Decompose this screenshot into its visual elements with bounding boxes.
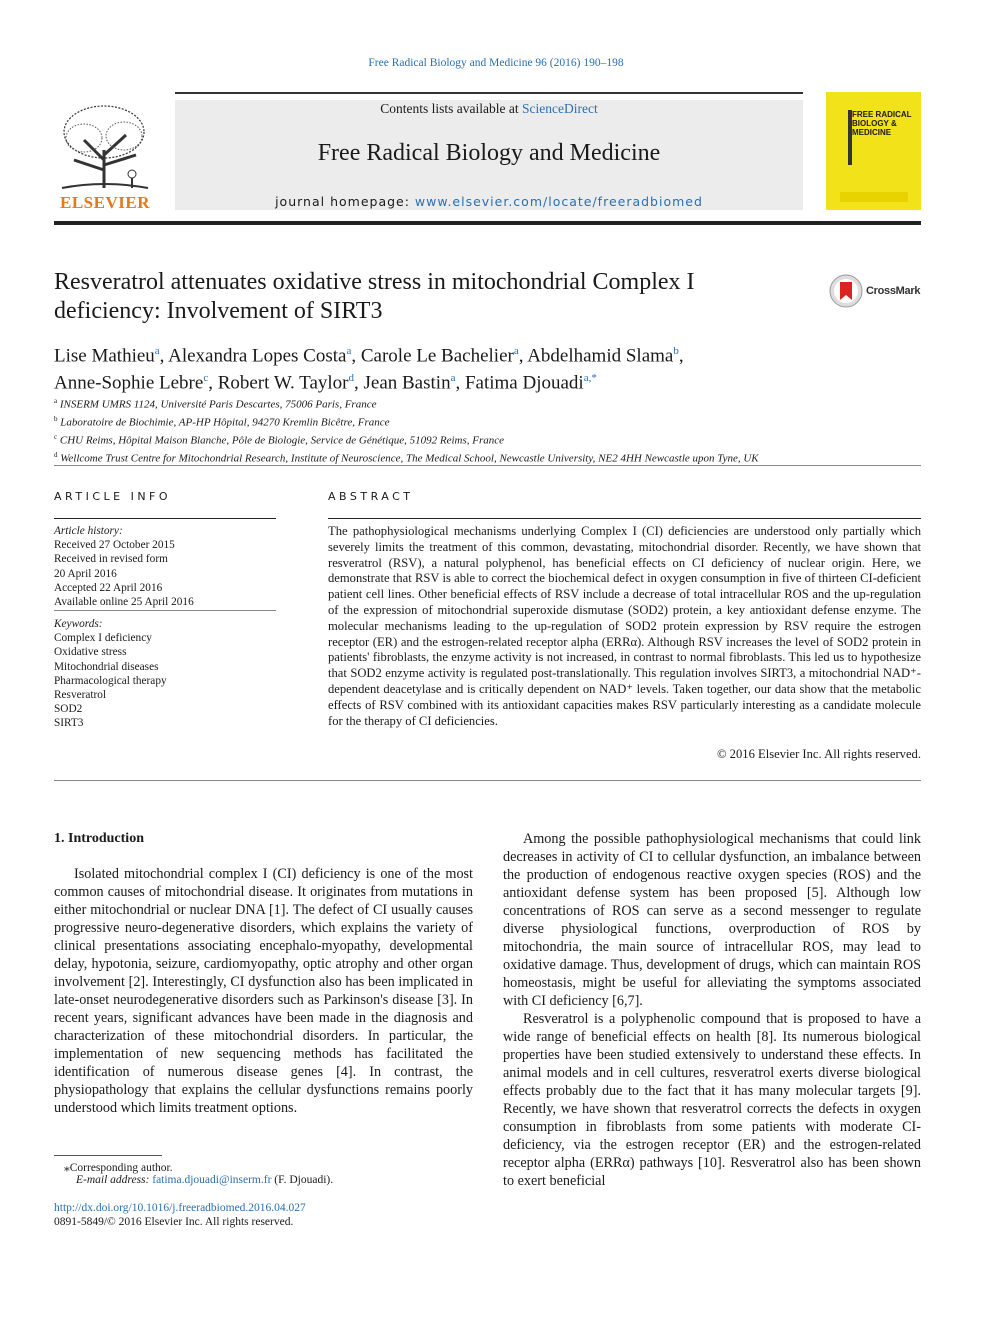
body-paragraph: Among the possible pathophysiological mechanisms that could link decreases in activity of CI to cellular dysfunction, an imbalance between the production of endogenous reactive oxygen species (ROS) and the antioxidant defense system has been proposed [5]. Although low concentrations of ROS can serve as a second messenger to regulate diverse physiological functions, overproduction of ROS by mitochondria, the main source of intracellular ROS, may lead to oxidative damage. Thus, development of drugs, which can maintain ROS homeostasis, might be useful for alleviating the symptoms associated with CI deficiency [6,7]. bbox=[503, 831, 921, 1009]
author-affiliation-marker[interactable]: a bbox=[346, 345, 352, 357]
footnote-rule bbox=[54, 1155, 162, 1156]
header-rule bbox=[54, 221, 921, 225]
issn-line: 0891-5849/© 2016 Elsevier Inc. All rights reserved. bbox=[54, 1216, 294, 1228]
author-list: Lise Mathieu$^a$, Alexandra Lopes Costa$^a$, Carole Le Bachelier$^a$, Abdelhamid Slama$^b$, Anne-Sophie Lebre$^c$, Robert W. Taylor$^d$, Jean Bastin$^a$, Fatima Djouadi$^{a,*}$ bbox=[54, 345, 684, 394]
homepage-link[interactable]: www.elsevier.com/locate/freeradbiomed bbox=[414, 194, 703, 209]
author-name[interactable]: Fatima Djouadi bbox=[464, 372, 584, 394]
affiliation-item bbox=[54, 448, 921, 466]
keywords-rule bbox=[54, 610, 276, 611]
contents-prefix: Contents lists available at bbox=[380, 101, 522, 116]
article-info-rule bbox=[54, 518, 276, 519]
doi-link[interactable]: http://dx.doi.org/10.1016/j.freeradbiomed.2016.04.027 bbox=[54, 1202, 306, 1214]
keywords-label: Keywords: bbox=[54, 618, 103, 630]
body-column-right bbox=[503, 830, 921, 1190]
author-name[interactable]: Robert W. Taylor bbox=[217, 372, 349, 394]
email-note bbox=[76, 1174, 333, 1186]
keyword-item: Pharmacological therapy bbox=[54, 674, 167, 687]
history-item: Available online 25 April 2016 bbox=[54, 596, 194, 609]
affiliation-text: Laboratoire de Biochimie, AP-HP Hôpital, 94270 Kremlin Bicêtre, France bbox=[60, 416, 390, 429]
article-title: Resveratrol attenuates oxidative stress in mitochondrial Complex I deficiency: Involvement of SIRT3 bbox=[54, 269, 695, 324]
section-heading-introduction: 1. Introduction bbox=[54, 831, 144, 846]
article-history bbox=[54, 524, 276, 609]
email-label: E-mail address: bbox=[76, 1174, 153, 1186]
author-name[interactable]: Lise Mathieu bbox=[54, 345, 155, 367]
affiliation-item bbox=[54, 394, 921, 412]
article-info-heading: ARTICLE INFO bbox=[54, 490, 172, 503]
body-paragraph: Isolated mitochondrial complex I (CI) deficiency is one of the most common causes of mitochondrial disease. It originates from mutations in either mitochondrial or nuclear DNA [1]. The defect of CI usually causes progressive neuro-degenerative disorders, which explains the variety of clinical presentations associating encephalo-myopathy, developmental delay, hypotonia, seizure, cardiomyopathy, optic atrophy and other organ involvement [2]. Interestingly, CI dysfunction also has been implicated in late-onset neurodegenerative disorders such as Parkinson's disease [3]. In recent years, significant advances have been made in the diagnosis and characterization of these mitochondrial disorders. In particular, the implementation of new sequencing methods has facilitated the identification of numerous disease genes [4]. In contrast, the physiopathology that explains the cellular dysfunctions remains poorly understood which limits treatment options. bbox=[54, 866, 473, 1116]
author-affiliation-marker[interactable]: d bbox=[348, 372, 354, 385]
author-affiliation-marker[interactable]: c bbox=[203, 372, 209, 385]
masthead-top-rule bbox=[175, 92, 803, 94]
keyword-item: Mitochondrial diseases bbox=[54, 660, 159, 673]
author-name[interactable]: Anne-Sophie Lebre bbox=[54, 372, 204, 394]
author-name[interactable]: Alexandra Lopes Costa bbox=[168, 345, 347, 367]
author-name[interactable]: Abdelhamid Slama bbox=[527, 345, 674, 367]
author-affiliation-marker[interactable]: a bbox=[513, 345, 519, 357]
homepage-prefix: journal homepage: bbox=[275, 194, 415, 209]
author-affiliation-marker[interactable]: a,* bbox=[583, 372, 597, 385]
abstract-text: The pathophysiological mechanisms underlying Complex I (CI) deficiencies are understood only partially which severely limits the treatment of this common, devastating, mitochondrial disorder. Recently, we have shown that resveratrol (RSV), a natural polyphenol, has beneficial effects on CI deficiency of nuclear origin. Here, we demonstrate that RSV is able to correct the biochemical defect in oxygen consumption in five of thirteen CI-deficient patient cell lines. Other beneficial effects of RSV include a decrease of total intracellular ROS and the up-regulation of the expression of mitochondrial superoxide dismutase (SOD2) protein, a key antioxidant defense enzyme. The molecular mechanisms leading to the up-regulation of SOD2 protein expression by RSV require the estrogen receptor (ER) and the estrogen-related receptor alpha (ERRα). Although RSV increases the level of SOD2 protein in patients' fibroblasts, the enzyme activity is not increased, in contrast to normal fibroblasts. This led us to hypothesize that SOD2 enzyme activity is regulated post-translationally. This regulation involves SIRT3, a mitochondrial NAD⁺-dependent deacetylase and is critically dependent on NAD⁺ levels. Taken together, our data show that the metabolic effects of RSV combined with its antioxidant capacities makes RSV particularly interesting as a candidate molecule for the therapy of CI deficiencies. bbox=[328, 524, 921, 728]
cover-title: FREE RADICAL BIOLOGY & MEDICINE bbox=[852, 110, 912, 137]
author-name[interactable]: Carole Le Bachelier bbox=[360, 345, 514, 367]
journal-title: Free Radical Biology and Medicine bbox=[317, 140, 661, 166]
keyword-item: SOD2 bbox=[54, 703, 83, 716]
abstract-rule bbox=[328, 518, 921, 519]
author-affiliation-marker[interactable]: a bbox=[154, 345, 160, 357]
abstract-copyright: © 2016 Elsevier Inc. All rights reserved. bbox=[716, 747, 921, 761]
keyword-item: Complex I deficiency bbox=[54, 632, 152, 645]
author-affiliation-marker[interactable]: a bbox=[450, 372, 456, 385]
crossmark-icon[interactable] bbox=[829, 274, 863, 308]
body-paragraph: Resveratrol is a polyphenolic compound that is proposed to have a wide range of beneficial effects on health [8]. Its numerous biological properties have been studied extensively to understand these effects. In animal models and in cell cultures, resveratrol exerts diverse biological effects probably due to the fact that it has many molecular targets [9]. Recently, we have shown that resveratrol corrects the defects in oxygen consumption in fibroblasts from some patients with moderate CI-deficiency, via the estrogen receptor (ER) and the estrogen-related receptor alpha (ERRα) pathways [10]. Resveratrol also has been shown to exert beneficial bbox=[503, 1011, 921, 1189]
history-item: Received 27 October 2015 bbox=[54, 539, 175, 552]
sciencedirect-link[interactable]: ScienceDirect bbox=[522, 101, 598, 116]
author-affiliation-marker[interactable]: b bbox=[673, 345, 679, 357]
affiliation-key: b bbox=[54, 415, 58, 424]
keyword-item: SIRT3 bbox=[54, 717, 84, 730]
keyword-item: Oxidative stress bbox=[54, 646, 127, 659]
email-suffix: (F. Djouadi). bbox=[271, 1174, 334, 1186]
contents-line bbox=[175, 101, 803, 117]
affiliation-text: CHU Reims, Hôpital Maison Blanche, Pôle de Biologie, Service de Génétique, 51092 Reims, France bbox=[59, 434, 505, 447]
keyword-item: Resveratrol bbox=[54, 689, 107, 702]
affiliation-key: c bbox=[54, 433, 58, 442]
affiliation-text: Wellcome Trust Centre for Mitochondrial Research, Institute of Neuroscience, The Medical School, Newcastle University, NE2 4HH Newcastle upon Tyne, UK bbox=[60, 453, 759, 466]
history-item: Received in revised form bbox=[54, 553, 168, 566]
elsevier-wordmark: ELSEVIER bbox=[60, 193, 150, 212]
corresponding-author-note: ⁎Corresponding author. bbox=[64, 1162, 173, 1174]
author-name[interactable]: Jean Bastin bbox=[363, 372, 451, 394]
affiliation-text: INSERM UMRS 1124, Université Paris Descartes, 75006 Paris, France bbox=[59, 398, 377, 411]
journal-homepage bbox=[175, 194, 803, 209]
abstract-bottom-rule bbox=[54, 780, 921, 781]
affiliation-key: a bbox=[54, 397, 58, 405]
body-column-left bbox=[54, 865, 473, 1117]
abstract-heading: ABSTRACT bbox=[328, 490, 414, 503]
affiliation-item bbox=[54, 412, 921, 430]
history-label: Article history: bbox=[54, 525, 123, 537]
email-link[interactable]: fatima.djouadi@inserm.fr bbox=[152, 1174, 272, 1186]
keywords bbox=[54, 617, 276, 731]
affiliation-rule bbox=[54, 465, 921, 466]
journal-citation[interactable]: Free Radical Biology and Medicine 96 (2016) 190–198 bbox=[368, 57, 624, 69]
history-item: Accepted 22 April 2016 bbox=[54, 581, 163, 594]
history-item: 20 April 2016 bbox=[54, 567, 117, 580]
affiliation-key: d bbox=[54, 451, 58, 460]
crossmark-label[interactable]: CrossMark bbox=[866, 285, 921, 297]
affiliation-item bbox=[54, 430, 921, 448]
affiliation-list bbox=[54, 394, 921, 467]
